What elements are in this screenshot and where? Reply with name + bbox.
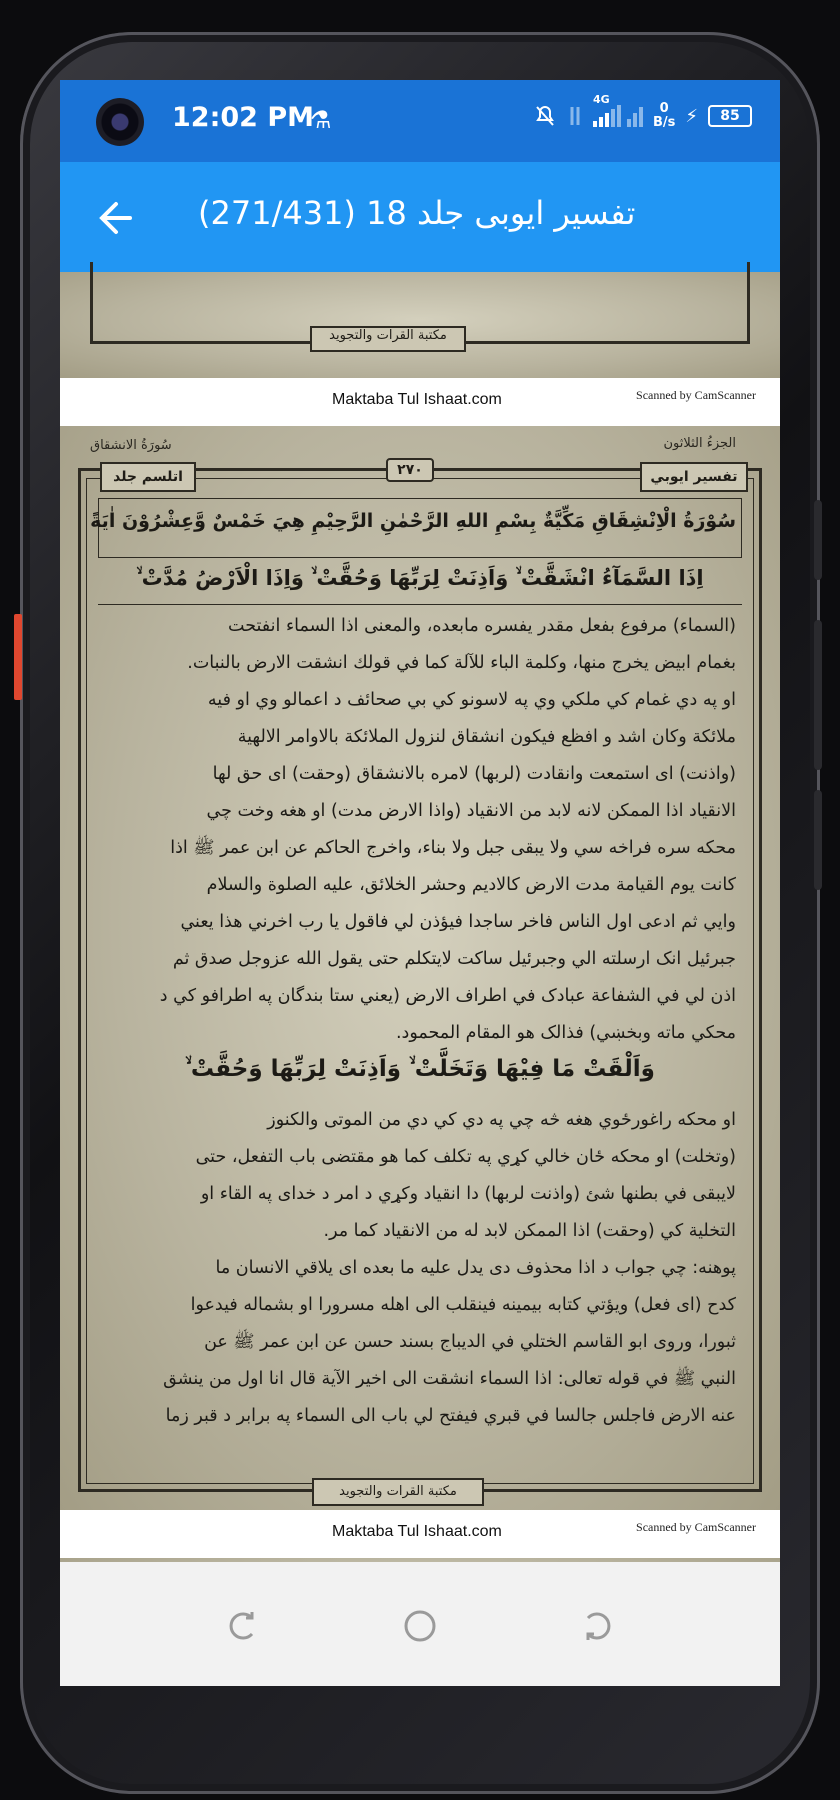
- publisher-stamp: مكتبة القرات والتجويد: [310, 326, 466, 352]
- front-camera: [96, 98, 144, 146]
- footer-scanner: Scanned by CamScanner: [636, 388, 756, 402]
- opening-ayah: اِذَا السَّمَآءُ انْشَقَّتْ ۙ وَاَذِنَتْ لِرَبِّهَا وَحُقَّتْ ۙ وَاِذَا الْاَرْضُ مُدَّتْ ۙ: [136, 566, 704, 590]
- page-number: ٢٧٠: [386, 458, 434, 482]
- text-line: (السماء) مرفوع بفعل مقدر يفسره مابعده، والمعنى اذا السماء انفتحت: [228, 616, 736, 636]
- app-bar: [60, 162, 780, 272]
- back-nav-icon[interactable]: [578, 1606, 618, 1646]
- text-line: محكه سره فراخه سي ولا يبقى جبل ولا بناء، واخرج الحاكم عن ابن عمر ﷺ اذا: [170, 838, 736, 858]
- speed-value: 0: [659, 101, 669, 116]
- battery-level: 85: [720, 108, 740, 124]
- text-line: او محكه راغورځوي هغه څه چي په دي كي دي من الموتى والكنوز: [267, 1110, 736, 1130]
- surah-name-small: سُورَةُ الانشقاق: [90, 438, 172, 453]
- text-line: لايبقى في بطنها شئ (واذنت لربها) دا انقياد وكړي د امر د خداى په القاء او: [200, 1184, 736, 1204]
- footer-scanner: Scanned by CamScanner: [636, 1520, 756, 1534]
- lab-flask-icon: ⚗: [310, 106, 332, 134]
- text-line: محكي ماته وبخښي) فذالک هو المقام المحمود.: [395, 1023, 736, 1043]
- edge-panel-handle[interactable]: [14, 614, 22, 700]
- network-speed: [653, 102, 675, 130]
- text-line: الانقياد اذا الممكن لانه لابد من الانقياد (واذا الارض مدت) او هغه وخت چي: [206, 801, 736, 821]
- text-line: ثبورا، وروى ابو القاسم الختلي في الديباج بسند حسن عن ابن عمر ﷺ عن: [204, 1332, 736, 1352]
- text-line: (وتخلت) او محكه ځان خالي كړي په تكلف كما هو مقتضى باب التفعل، حتى: [195, 1147, 736, 1167]
- status-bar: [60, 80, 780, 162]
- volume-up-button: [814, 500, 822, 580]
- second-ayah: وَاَلْقَتْ مَا فِيْهَا وَتَخَلَّتْ ۙ وَاَذِنَتْ لِرَبِّهَا وَحُقَّتْ ۙ: [185, 1056, 655, 1082]
- previous-page-scan: [60, 272, 780, 378]
- network-type: 4G: [592, 93, 610, 106]
- page-footer: [60, 1510, 780, 1558]
- bismillah-header: سُوْرَةُ الْاِنْشِقَاقِ مَكِّيَّةٌ بِسْمِ اللهِ الرَّحْمٰنِ الرَّحِيْمِ هِيَ خَمْسٌ وَّعِشْرُوْنَ اٰيَةً: [90, 510, 736, 532]
- battery-icon: [708, 105, 752, 127]
- notifications-off-icon: [533, 104, 557, 128]
- navigation-bar: [60, 1562, 780, 1686]
- power-button: [814, 790, 822, 890]
- text-line: وايي ثم ادعى اول الناس فاخر ساجدا فيؤذن لي فاقول يا رب اخرني هذا يعني: [180, 912, 736, 932]
- tafsir-paragraph-1: [60, 608, 780, 1052]
- charging-icon: ⚡: [685, 105, 698, 127]
- text-line: النبي ﷺ في قوله تعالى: اذا السماء انشقت الى اخير الآية قال انا اول من ينشق: [163, 1369, 736, 1389]
- footer-site: Maktaba Tul Ishaat.com: [332, 1523, 502, 1540]
- data-arrows-icon: [567, 104, 583, 128]
- status-time: 12:02 PM: [172, 102, 315, 133]
- tafsir-paragraph-2: [60, 1102, 780, 1435]
- speed-unit: B/s: [652, 115, 676, 130]
- text-line: (واذنت) اى استمعت وانقادت (لربها) لامره بالانشقاق (وحقت) اى حق لها: [212, 764, 736, 784]
- text-line: ملائكة وكان اشد و افظع فيكون انشقاق لنزول الملائكة بالاوامر الالهية: [237, 727, 736, 747]
- current-page-scan: [60, 426, 780, 1510]
- tafsir-label: تفسير ايوبي: [640, 462, 748, 492]
- screen: [60, 80, 780, 1686]
- arrow-back-icon[interactable]: [96, 190, 152, 246]
- recent-apps-icon[interactable]: [222, 1606, 262, 1646]
- publisher-stamp: مكتبة القرات والتجويد: [312, 1478, 484, 1506]
- text-line: جبرئيل انک ارسلته الي وجبرئيل ساكت لايتكلم حتى يقول الله عزوجل صدق ثم: [172, 949, 736, 969]
- text-line: كانت يوم القيامة مدت الارض كالاديم وحشر الخلائق، عليه الصلوة والسلام: [206, 875, 736, 895]
- ayah-divider: [98, 604, 742, 605]
- juz-label: الجزءُ الثلاثون: [663, 436, 736, 451]
- text-line: التخلية كي (وحقت) اذا الممكن لابد له من الانقياد كما مر.: [323, 1221, 736, 1241]
- home-icon[interactable]: [400, 1606, 440, 1646]
- text-line: كدح (اى فعل) ويؤتي كتابه بيمينه فينقلب الى اهله مسرورا او بشماله فيدعوا: [190, 1295, 736, 1315]
- text-line: او په دي غمام كي ملكي وي په لاسونو كي بي صحائف د اعمالو وي او فيه: [207, 690, 736, 710]
- text-line: بغمام ابيض يخرج منها، وكلمة الباء للآلة كما في قولك انشقت الارض بالنبات.: [187, 653, 736, 673]
- text-line: عنه الارض فاجلس جالسا في قبري فيفتح لي باب الى السماء په برابر د قبر زما: [165, 1406, 736, 1426]
- pdf-viewer[interactable]: [60, 272, 780, 1562]
- footer-site: Maktaba Tul Ishaat.com: [332, 391, 502, 408]
- page-title: تفسیر ایوبی جلد 18 (271/431): [198, 194, 636, 232]
- text-line: پوهنه: چي جواب د اذا محذوف دى يدل عليه ما بعده اى يلاقي الانسان ما: [215, 1258, 736, 1278]
- signal-icon: [592, 93, 643, 127]
- volume-label: اتلسم جلد: [100, 462, 196, 492]
- volume-down-button: [814, 620, 822, 770]
- page-footer: [60, 378, 780, 426]
- text-line: اذن لي في الشفاعة عبادک في اطراف الارض (يعني ستا بندگان په اطرافو كي د: [159, 986, 736, 1006]
